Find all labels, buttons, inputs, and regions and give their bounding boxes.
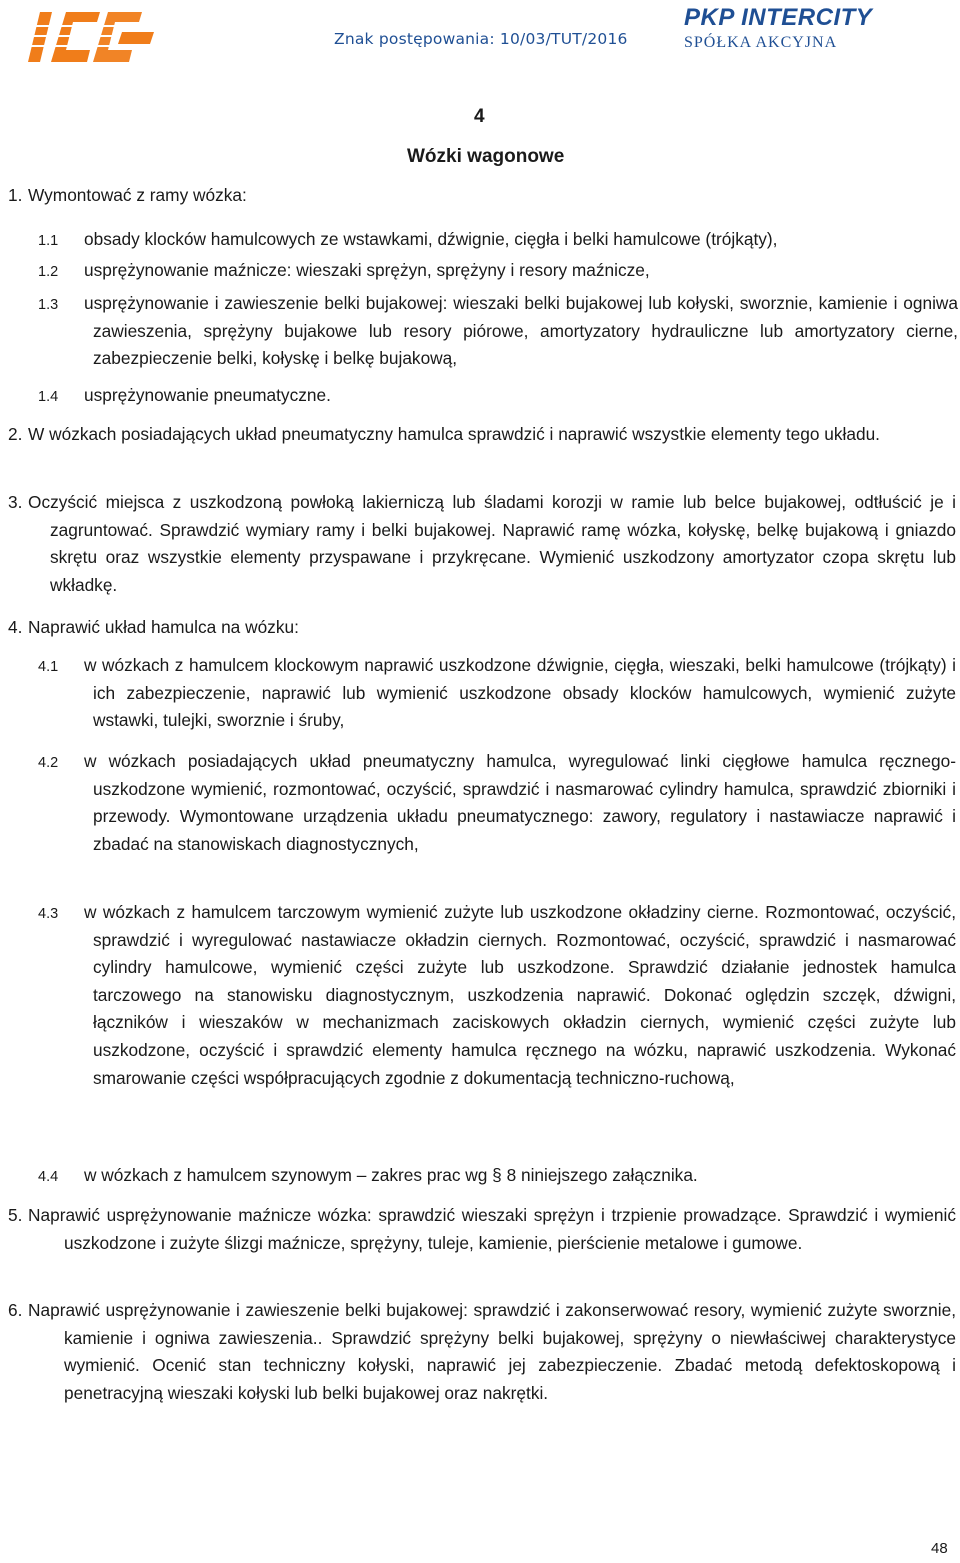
item-text: W wózkach posiadających układ pneumatyczny hamulca sprawdzić i naprawić wszystkie elementy tego układu. xyxy=(28,424,880,444)
list-item-4 xyxy=(8,614,956,642)
item-text: usprężynowanie maźnicze: wieszaki sprężyn, sprężyny i resory maźnicze, xyxy=(84,260,650,280)
item-text: Naprawić usprężynowanie i zawieszenie belki bujakowej: sprawdzić i zakonserwować resory, wymienić zużyte sworznie, kamienie i ogniwa zawieszenia.. Sprawdzić sprężyny belki bujakowej, sprężyny o niewłaściwej charakterystyce wymienić. Ocenić stan techniczny kołyski, naprawić jej zabezpieczenie. Zbadać metodą defektoskopową i penetracyjną wieszaki kołyski lub belki bujakowej oraz nakrętki. xyxy=(28,1300,956,1403)
list-item-4-4 xyxy=(38,1162,956,1190)
list-item-1-1 xyxy=(38,226,958,254)
item-number: 6. xyxy=(8,1300,23,1320)
list-item-1-4 xyxy=(38,382,958,410)
item-number: 4.1 xyxy=(38,659,59,675)
iccc-logo-icon xyxy=(22,4,162,66)
item-number: 1.1 xyxy=(38,233,59,249)
item-number: 4.4 xyxy=(38,1169,59,1185)
item-text: w wózkach z hamulcem klockowym naprawić uszkodzone dźwignie, cięgła, wieszaki, belki hamulcowe (trójkąty) i ich zabezpieczenie, naprawić lub wymienić uszkodzone obsady klocków hamulcowych, wymienić zużyte wstawki, tulejki, sworznie i śruby, xyxy=(84,655,956,731)
item-text: usprężynowanie i zawieszenie belki bujakowej: wieszaki belki bujakowej lub kołyski, sworznie, kamienie i ogniwa zawieszenia, sprężyny bujakowe lub resory piórowe, amortyzatory hydrauliczne lub amortyzatory cierne, zabezpieczenie belki, kołyskę i belkę bujakową, xyxy=(84,293,958,369)
list-item-3 xyxy=(8,489,956,599)
item-text: w wózkach z hamulcem tarczowym wymienić zużyte lub uszkodzone okładziny cierne. Rozmontować, oczyścić, sprawdzić i wyregulować nastawiacze okładzin ciernych. Rozmontować, oczyścić, sprawdzić i nasmarować cylindry hamulcowe, wymienić części zużyte lub uszkodzone. Sprawdzić działanie jednostek hamulca tarczowego na stanowisku diagnostycznym, uszkodzenia naprawić. Dokonać oględzin szczęk, dźwigni, łączników i wieszaków w mechanizmach zaciskowych okładzin ciernych, wymienić części zużyte lub uszkodzone, oczyścić i sprawdzić elementy hamulca ręcznego na wózku, naprawić uszkodzenia. Wykonać smarowanie części współpracujących zgodnie z dokumentacją techniczno-ruchową, xyxy=(84,902,956,1088)
item-number: 1.3 xyxy=(38,297,59,313)
item-number: 4. xyxy=(8,617,23,637)
page-number: 48 xyxy=(931,1540,948,1557)
item-number: 4.3 xyxy=(38,906,59,922)
item-number: 1.4 xyxy=(38,389,59,405)
item-text: w wózkach posiadających układ pneumatyczny hamulca, wyregulować linki cięgłowe hamulca ręcznego-uszkodzone wymienić, rozmontować, oczyścić, sprawdzić i nasmarować cylindry hamulca, sprawdzić zbiorniki i przewody. Wymontowane urządzenia układu pneumatycznego: zawory, regulatory i nastawiacze naprawić i zbadać na stanowiskach diagnostycznych, xyxy=(84,751,956,854)
list-item-4-3 xyxy=(38,899,956,1092)
list-item-4-1 xyxy=(38,652,956,735)
item-text: Naprawić usprężynowanie maźnicze wózka: sprawdzić wieszaki sprężyn i trzpienie prowadzące. Sprawdzić i wymienić uszkodzone i zużyte ślizgi maźnicze, sprężyny, tuleje, kamienie, pierścienie metalowe i gumowe. xyxy=(28,1205,956,1253)
pkp-intercity-brand xyxy=(684,4,904,52)
item-text: w wózkach z hamulcem szynowym – zakres prac wg § 8 niniejszego załącznika. xyxy=(84,1165,698,1185)
item-number: 1. xyxy=(8,185,23,205)
item-text: Naprawić układ hamulca na wózku: xyxy=(28,617,299,637)
list-item-1-2 xyxy=(38,257,958,285)
iccc-logo xyxy=(22,4,162,66)
list-item-1-3 xyxy=(38,290,958,373)
page-header xyxy=(0,0,960,70)
item-number: 1.2 xyxy=(38,264,59,280)
section-number: 4 xyxy=(474,106,485,127)
list-item-1 xyxy=(8,182,948,210)
list-item-6 xyxy=(8,1297,956,1407)
list-item-5 xyxy=(8,1202,956,1257)
procurement-reference: Znak postępowania: 10/03/TUT/2016 xyxy=(334,30,628,48)
item-text: Oczyścić miejsca z uszkodzoną powłoką lakierniczą lub śladami korozji w ramie lub belce bujakowej, odtłuścić je i zagruntować. Sprawdzić wymiary ramy i belki bujakowej. Naprawić ramę wózka, kołyskę, belkę bujakową i gniazdo skrętu oraz wszystkie elementy przyspawane i przykręcane. Wymienić uszkodzony amortyzator czopa skrętu lub wkładkę. xyxy=(28,492,956,595)
item-number: 3. xyxy=(8,492,23,512)
list-item-4-2 xyxy=(38,748,956,858)
item-number: 4.2 xyxy=(38,755,59,771)
brand-subtitle: SPÓŁKA AKCYJNA xyxy=(684,34,838,51)
brand-name: PKP INTERCITY xyxy=(684,4,873,31)
item-text: usprężynowanie pneumatyczne. xyxy=(84,385,331,405)
list-item-2 xyxy=(8,421,956,449)
item-text: Wymontować z ramy wózka: xyxy=(28,185,247,205)
item-text: obsady klocków hamulcowych ze wstawkami, dźwignie, cięgła i belki hamulcowe (trójkąty), xyxy=(84,229,778,249)
item-number: 2. xyxy=(8,424,23,444)
section-title: Wózki wagonowe xyxy=(407,146,565,167)
item-number: 5. xyxy=(8,1205,23,1225)
